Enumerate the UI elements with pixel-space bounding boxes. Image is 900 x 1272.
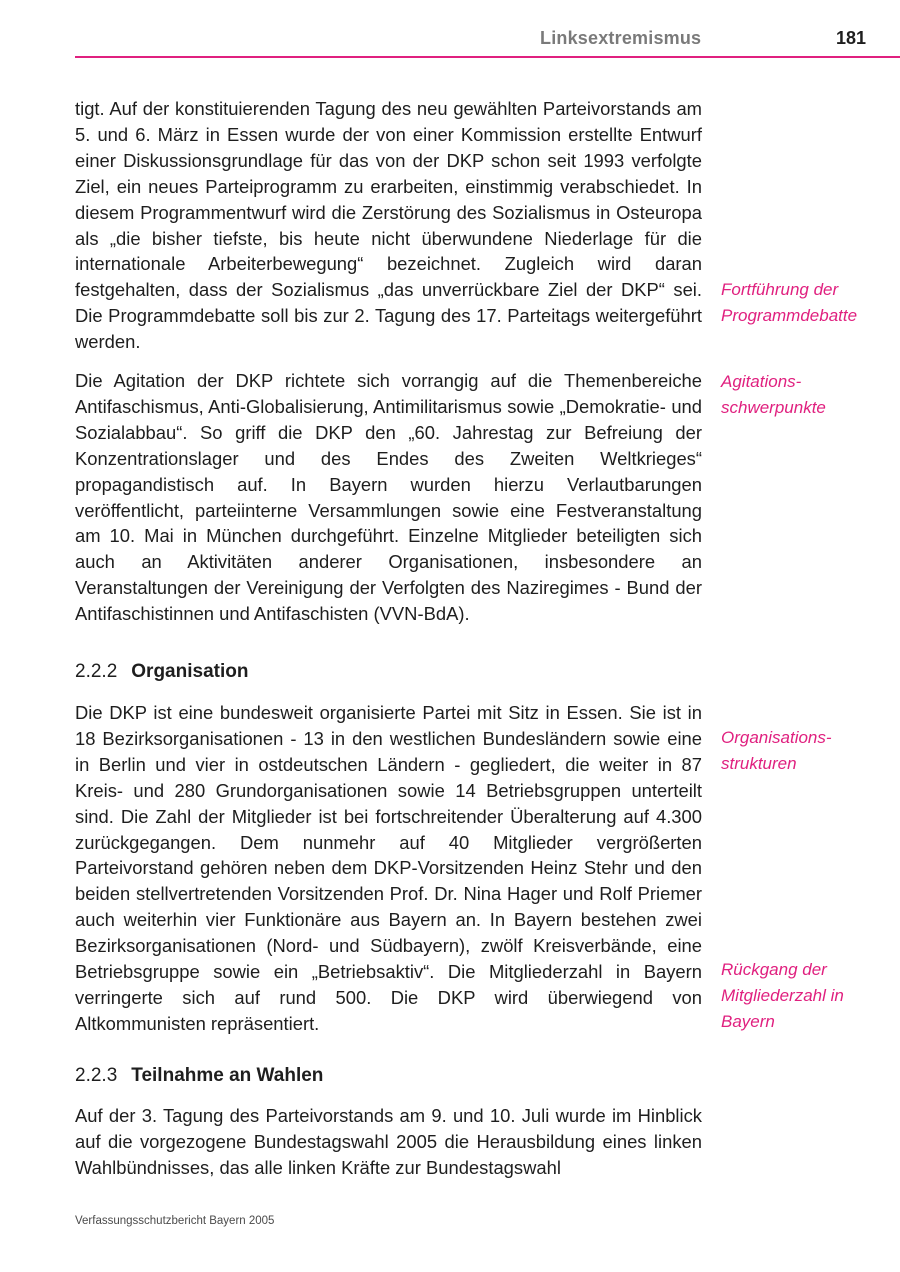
paragraph-agitation: Die Agitation der DKP richtete sich vorrangig auf die Themenbereiche Antifaschismus, Anti-Globalisierung, Antimilitarismus sowie „Demokratie- und Sozialabbau“. So griff die DKP den „60. Jahrestag zur Befreiung der Konzentrationslager und des Endes des Zweiten Weltkrieges“ propagandistisch auf. In Bayern wurden hierzu Verlautbarungen veröffentlicht, parteiinterne Versammlungen sowie eine Festveranstaltung am 10. Mai in München durchgeführt. Einzelne Mitglieder beteiligten sich auch an Aktivitäten anderer Organisationen, insbesondere an Veranstaltungen der Vereinigung der Verfolgten des Naziregimes - Bund der Antifaschistinnen und Antifaschisten (VVN-BdA). [75, 370, 702, 625]
paragraph-wahlen: Auf der 3. Tagung des Parteivorstands am 9. und 10. Juli wurde im Hinblick auf die vorgezogene Bundestagswahl 2005 die Herausbildung eines linken Wahlbündnisses, das alle linken Kräfte zur Bundestagswahl [75, 1105, 702, 1178]
running-header-section: Linksextremismus [540, 28, 702, 48]
section-heading-wahlen [75, 1065, 323, 1087]
header-rule [75, 56, 900, 58]
paragraph-organisation: Die DKP ist eine bundesweit organisierte Partei mit Sitz in Essen. Sie ist in 18 Bezirksorganisationen - 13 in den westlichen Bundesländern sowie eine in Berlin und vier in ostdeutschen Ländern - gegliedert, die weiter in 87 Kreis- und 280 Grundorganisationen sowie 14 Betriebsgruppen unterteilt sind. Die Zahl der Mitglieder ist bei fortschreitender Überalterung auf 4.300 zurückgegangen. Dem nunmehr auf 40 Mitglieder vergrößerten Parteivorstand gehören neben dem DKP-Vorsitzenden Heinz Stehr und den beiden stellvertretenden Vorsitzenden Prof. Dr. Nina Hager und Rolf Priemer auch weiterhin vier Funktionäre aus Bayern an. In Bayern bestehen zwei Bezirksorganisationen (Nord- und Südbayern), zwölf Kreisverbände, eine Betriebsgruppe sowie ein „Betriebsaktiv“. Die Mitgliederzahl in Bayern verringerte sich auf rund 500. Die DKP wird überwiegend von Altkommunisten repräsentiert. [75, 702, 702, 1034]
section-heading-organisation [75, 661, 248, 683]
page-footer: Verfassungsschutzbericht Bayern 2005 [75, 1215, 275, 1227]
section-title: Organisation [131, 661, 249, 682]
section-title: Teilnahme an Wahlen [131, 1065, 324, 1086]
section-number: 2.2.3 [75, 1065, 118, 1086]
page-number: 181 [836, 28, 867, 48]
section-number: 2.2.2 [75, 661, 118, 682]
margin-note-mitgliederzahl: Rückgang der Mitgliederzahl in Bayern [721, 960, 844, 1031]
paragraph-programmentwurf: tigt. Auf der konstituierenden Tagung des neu gewählten Parteivorstands am 5. und 6. März in Essen wurde der von einer Kommission erstellte Entwurf einer Diskussionsgrundlage für das von der DKP schon seit 1993 verfolgte Ziel, ein neues Parteiprogramm zu erarbeiten, einstimmig verabschiedet. In diesem Programmentwurf wird die Zerstörung des Sozialismus in Osteuropa als „die bisher tiefste, bis heute nicht überwundene Niederlage für die internationale Arbeiterbewegung“ bezeichnet. Zugleich wird daran festgehalten, dass der Sozialismus „das unverrückbare Ziel der DKP“ sei. Die Programmdebatte soll bis zur 2. Tagung des 17. Parteitags weitergeführt werden. [75, 98, 702, 353]
margin-note-organisationsstrukturen: Organisationsstrukturen [721, 728, 832, 773]
margin-note-agitationsschwerpunkte: Agitationsschwerpunkte [721, 372, 826, 417]
margin-note-programmdebatte: Fortführung der Programmdebatte [721, 280, 858, 325]
